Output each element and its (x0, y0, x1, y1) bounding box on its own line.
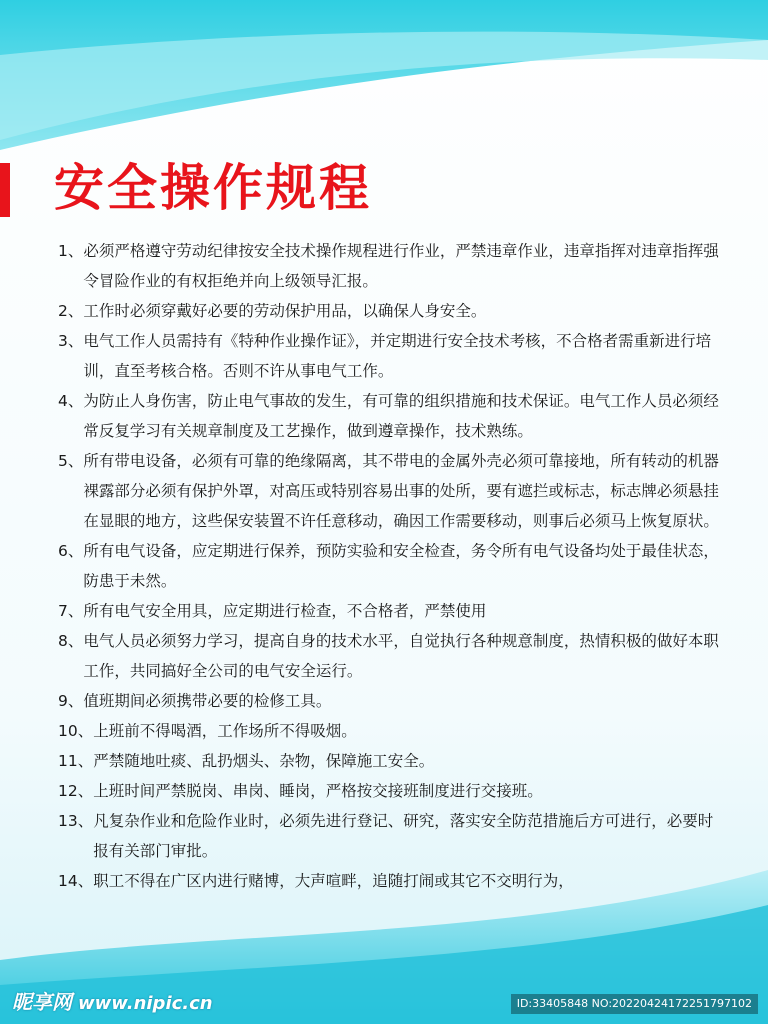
rule-item (58, 806, 726, 866)
rule-text: 为防止人身伤害，防止电气事故的发生，有可靠的组织措施和技术保证。电气工作人员必须经常反复学习有关规章制度及工艺操作，做到遵章操作，技术熟练。 (83, 392, 719, 440)
rule-item (58, 386, 726, 446)
rule-text: 值班期间必须携带必要的检修工具。 (83, 692, 332, 710)
rule-item (58, 236, 726, 296)
rule-text: 严禁随地吐痰、乱扔烟头、杂物，保障施工安全。 (93, 752, 435, 770)
rule-text: 所有带电设备，必须有可靠的绝缘隔离，其不带电的金属外壳必须可靠接地，所有转动的机器裸露部分必须有保护外罩，对高压或特别容易出事的处所，要有遮拦或标志，标志牌必须悬挂在显眼的地方，这些保安装置不许任意移动，确因工作需要移动，则事后必须马上恢复原状。 (83, 452, 719, 530)
rules-list (58, 236, 726, 896)
rule-number: 11、 (58, 752, 94, 770)
rule-number: 8、 (58, 632, 84, 650)
rule-item (58, 866, 726, 896)
rule-item (58, 326, 726, 386)
rule-text: 所有电气安全用具，应定期进行检查，不合格者，严禁使用 (83, 602, 487, 620)
rule-item (58, 776, 726, 806)
rule-text: 必须严格遵守劳动纪律按安全技术操作规程进行作业，严禁违章作业，违章指挥对违章指挥强令冒险作业的有权拒绝并向上级领导汇报。 (83, 242, 719, 290)
rule-item (58, 686, 726, 716)
rule-number: 10、 (58, 722, 94, 740)
rule-number: 3、 (58, 332, 84, 350)
rule-text: 上班时间严禁脱岗、串岗、睡岗，严格按交接班制度进行交接班。 (93, 782, 543, 800)
rule-item (58, 596, 726, 626)
rule-text: 上班前不得喝酒，工作场所不得吸烟。 (93, 722, 357, 740)
rule-number: 7、 (58, 602, 84, 620)
watermark-id: ID:33405848 NO:20220424172251797102 (511, 994, 758, 1014)
rule-number: 13、 (58, 812, 94, 830)
page-title: 安全操作规程 (54, 159, 372, 217)
rule-item (58, 296, 726, 326)
rule-number: 1、 (58, 242, 84, 260)
rule-number: 2、 (58, 302, 84, 320)
rule-number: 12、 (58, 782, 94, 800)
rule-number: 14、 (58, 872, 94, 890)
rule-item (58, 716, 726, 746)
watermark-logo-text: 昵享网 (12, 990, 72, 1014)
rule-item (58, 626, 726, 686)
rule-text: 电气工作人员需持有《特种作业操作证》，并定期进行安全技术考核，不合格者需重新进行培训，直至考核合格。否则不许从事电气工作。 (83, 332, 712, 380)
rule-text: 职工不得在广区内进行赌博，大声喧畔，追随打闹或其它不交明行为， (93, 872, 574, 890)
rule-number: 6、 (58, 542, 84, 560)
rule-number: 4、 (58, 392, 84, 410)
rule-text: 所有电气设备，应定期进行保养，预防实验和安全检查，务令所有电气设备均处于最佳状态，防患于未然。 (83, 542, 719, 590)
rule-item (58, 446, 726, 536)
watermark-site: www.nipic.cn (78, 993, 213, 1014)
rule-text: 电气人员必须努力学习，提高自身的技术水平，自觉执行各种规意制度，热情积极的做好本职工作，共同搞好全公司的电气安全运行。 (83, 632, 719, 680)
rule-text: 凡复杂作业和危险作业时，必须先进行登记、研究，落实安全防范措施后方可进行，必要时报有关部门审批。 (93, 812, 714, 860)
rule-number: 5、 (58, 452, 84, 470)
rule-text: 工作时必须穿戴好必要的劳动保护用品，以确保人身安全。 (83, 302, 487, 320)
rule-item (58, 746, 726, 776)
watermark-logo (12, 988, 213, 1018)
title-accent-bar (0, 163, 10, 217)
rule-number: 9、 (58, 692, 84, 710)
rule-item (58, 536, 726, 596)
